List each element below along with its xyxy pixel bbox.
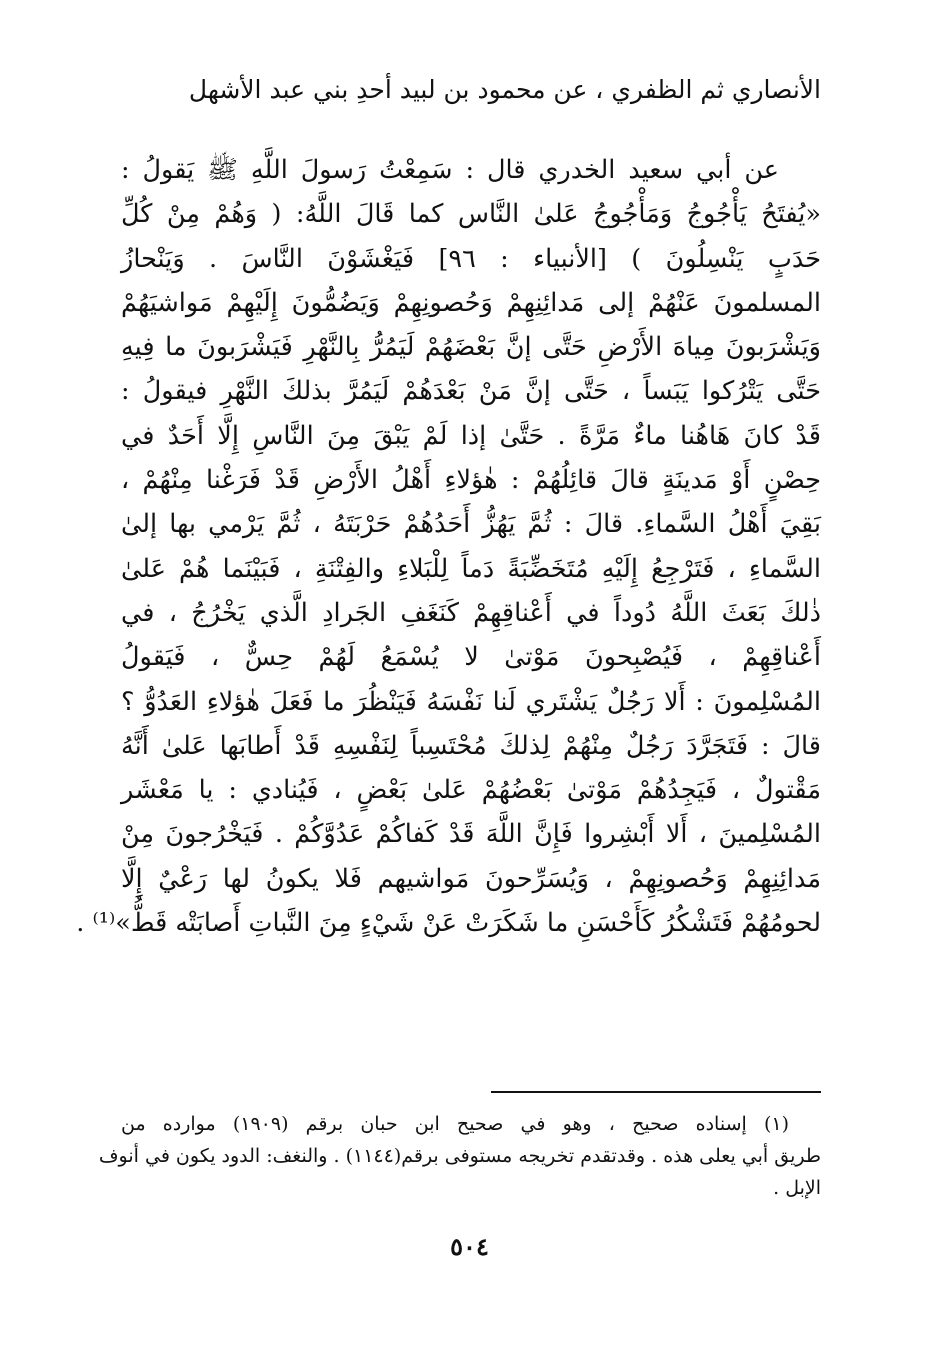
text-line: ذٰلكَ بَعَثَ اللَّهُ دُوداً في أَعْناقِهِمْ كَنَغَفِ الجَرادِ الَّذي يَخْرُجُ ، في (121, 597, 821, 628)
running-header: الأنصاري ثم الظفري ، عن محمود بن لبيد أحدِ بني عبد الأشهل (188, 75, 821, 104)
text-line: «يُفتَحُ يَأْجُوجُ وَمَأْجُوجُ عَلىٰ النَّاس كما قَالَ اللَّهُ: ( وَهُمْ مِنْ كُلِّ (121, 199, 821, 230)
text-line: لحومُهُمْ فَتَشْكُرُ كَأَحْسَنِ ما شَكَرَتْ عَنْ شَيْءٍ مِنَ النَّباتِ أَصابَتْه قَطُّ»⁽¹⁾ . (76, 908, 821, 939)
text-line: السَّماءِ ، فَتَرْجِعُ إِلَيْهِ مُتَخَضِّبَةً دَماً لِلْبَلاءِ والفِتْنَةِ ، فَبَيْنَما هُمْ عَلىٰ (121, 553, 821, 584)
text-line: عن أبي سعيد الخدري قال : سَمِعْتُ رَسولَ اللَّهِ ﷺ يَقولُ : (121, 155, 779, 185)
text-line: المُسْلِمينَ ، أَلا أَبْشِروا فَإِنَّ اللَّهَ قَدْ كَفاكُمْ عَدُوَّكُمْ . فَيَخْرُجونَ مِنْ (121, 819, 821, 850)
text-line: مَدائِنِهِمْ وَحُصونِهِمْ ، وَيُسَرِّحونَ مَواشيهم فَلا يكونُ لها رَعْيٌ إِلَّا (121, 863, 821, 894)
text-line: أَعْناقِهِمْ ، فَيُصْبِحونَ مَوْتىٰ لا يُسْمَعُ لَهُمْ حِسٌّ ، فَيَقولُ (121, 642, 821, 673)
footnote-divider (491, 1091, 821, 1093)
footnote-line: طريق أبي يعلى هذه . وقدتقدم تخريجه مستوفى برقم(١١٤٤) . والنغف: الدود يكون في أنوف (98, 1145, 821, 1167)
text-line: المسلمونَ عَنْهُمْ إلى مَدائِنِهِمْ وَحُصونِهِمْ وَيَضُمُّونَ إِلَيْهِمْ مَواشيَهُمْ (121, 287, 821, 318)
text-line: قالَ : فَتَجَرَّدَ رَجُلٌ مِنْهُمْ لِذلكَ مُحْتَسِباً لِنَفْسِهِ قَدْ أَطابَها عَلىٰ أَنَّهُ (121, 730, 821, 761)
footnote-line: الإبل . (773, 1177, 821, 1199)
text-line: حِصْنٍ أَوْ مَدينَةٍ قالَ قائِلُهُمْ : هٰؤلاءِ أَهْلُ الأَرْضِ قَدْ فَرَغْنا مِنْهُمْ ، (121, 465, 821, 496)
page-number: ٥٠٤ (450, 1232, 489, 1261)
footnote (98, 1108, 821, 1204)
text-line: حَدَبٍ يَنْسِلُونَ ) [الأنبياء : ٩٦] فَيَغْشَوْنَ النَّاسَ . وَيَنْحازُ (121, 243, 821, 274)
text-line: مَقْتولٌ ، فَيَجِدُهُمْ مَوْتىٰ بَعْضُهُمْ عَلىٰ بَعْضٍ ، فَيُنادي : يا مَعْشَر (121, 775, 821, 806)
hadith-text (76, 148, 821, 945)
text-line: وَيَشْرَبونَ مِياهَ الأَرْضِ حَتَّى إنَّ بَعْضَهُمْ لَيَمُرُّ بِالنَّهْرِ فَيَشْرَبونَ ما فِيهِ (121, 332, 821, 363)
text-line: المُسْلِمونَ : أَلا رَجُلٌ يَشْتَري لَنا نَفْسَهُ فَيَنْظُرَ ما فَعَلَ هٰؤلاءِ العَدُوُّ ؟ (121, 686, 821, 717)
text-line: حَتَّى يَتْرُكوا يَبَساً ، حَتَّى إنَّ مَنْ بَعْدَهُمْ لَيَمُرَّ بذلكَ النَّهْرِ فيقولُ : (121, 376, 821, 407)
text-line: قَدْ كانَ هَاهُنا ماءٌ مَرَّةً . حَتَّىٰ إذا لَمْ يَبْقَ مِنَ النَّاسِ إِلَّا أَحَدٌ في (121, 420, 821, 451)
text-line: بَقِيَ أَهْلُ السَّماءِ. قالَ : ثُمَّ يَهُزُّ أَحَدُهُمْ حَرْبَتَهُ ، ثُمَّ يَرْمي بها إلىٰ (121, 509, 821, 540)
footnote-line: (١) إسناده صحيح ، وهو في صحيح ابن حبان برقم (١٩٠٩) موارده من (121, 1113, 789, 1135)
